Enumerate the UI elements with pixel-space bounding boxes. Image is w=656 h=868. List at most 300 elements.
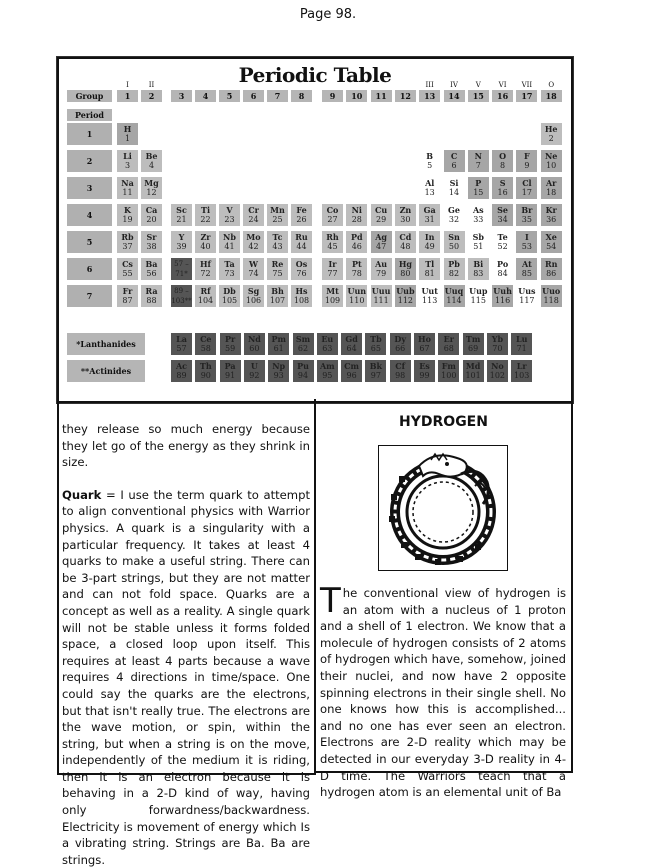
element-symbol: Pb <box>448 259 460 269</box>
element-cell-sg <box>243 285 264 307</box>
period-5: 5 <box>67 231 112 253</box>
atomic-number: 103 <box>514 371 530 380</box>
atomic-number: 28 <box>351 215 362 224</box>
atomic-number: 90 <box>200 371 211 380</box>
actinide-cell-fm <box>438 360 459 382</box>
element-cell-be <box>141 150 162 172</box>
roman-group-18: O <box>548 81 555 89</box>
actinide-cell-bk <box>365 360 386 382</box>
element-symbol: Re <box>271 259 284 269</box>
lanthanide-cell-eu <box>317 333 338 355</box>
atomic-number: 17 <box>521 188 532 197</box>
element-symbol: Fr <box>122 286 133 296</box>
element-cell-ca <box>141 204 162 226</box>
atomic-number: 54 <box>546 242 557 251</box>
group-number-14: 14 <box>444 90 465 102</box>
element-cell-in <box>419 231 440 253</box>
atomic-number: 26 <box>296 215 307 224</box>
element-symbol: Na <box>121 178 134 188</box>
atomic-number: 2 <box>548 134 554 143</box>
atomic-number: 20 <box>146 215 157 224</box>
atomic-number: 96 <box>346 371 357 380</box>
atomic-number: 52 <box>497 242 508 251</box>
atomic-number: 98 <box>395 371 406 380</box>
element-symbol: Co <box>326 205 339 215</box>
element-cell-mt <box>322 285 343 307</box>
atomic-number: 60 <box>249 344 260 353</box>
element-cell-89103 <box>171 285 192 307</box>
atomic-number: 32 <box>448 215 460 224</box>
group-number-17: 17 <box>516 90 537 102</box>
atomic-number: 57 <box>176 344 187 353</box>
left-text-column <box>57 399 316 867</box>
element-cell-ar <box>541 177 562 199</box>
element-cell-zn <box>395 204 416 226</box>
element-cell-as <box>468 204 489 226</box>
roman-group-15: V <box>475 81 481 89</box>
atomic-number: 91 <box>225 371 236 380</box>
page-number: Page 98. <box>299 7 357 22</box>
hydrogen-body: he conventional view of hydrogen is an atom with a nucleus of 1 proton and a shell of 1 electron. We know that a molecule of hydrogen consists of 2 atoms of hydrogen which have, somehow, joined their nuclei, and now have 2 opposite spinning electrons in their single shell. No one knows how this is accomplished... and no one has ever seen an electron. Electrons are 2-D reality which may be detected in our everyday 3-D reality in 4-D time. The Warriors teach that a hydrogen atom is an elemental unit of Ba <box>320 586 566 800</box>
lanthanides-label: *Lanthanides <box>67 333 145 355</box>
atomic-number: 88 <box>146 296 157 305</box>
element-cell-au <box>371 258 392 280</box>
element-symbol: Fm <box>441 361 456 371</box>
element-cell-ir <box>322 258 343 280</box>
element-symbol: Rb <box>121 232 134 242</box>
atomic-number: 115 <box>470 296 486 305</box>
atomic-number: 70 <box>492 344 503 353</box>
element-cell-f <box>516 150 537 172</box>
period-label: Period <box>67 109 112 121</box>
element-symbol: Db <box>223 286 236 296</box>
atomic-number: 58 <box>200 344 211 353</box>
element-symbol: As <box>472 205 484 215</box>
atomic-number: 97 <box>370 371 381 380</box>
element-symbol: Uub <box>396 286 415 296</box>
element-symbol: F <box>524 151 530 161</box>
element-symbol: Ho <box>418 334 431 344</box>
element-symbol: Cf <box>395 361 406 371</box>
element-cell-co <box>322 204 343 226</box>
actinide-cell-no <box>487 360 508 382</box>
element-symbol: Dy <box>394 334 406 344</box>
element-symbol: Uuu <box>371 286 391 296</box>
group-number-8: 8 <box>291 90 312 102</box>
quark-term: Quark <box>62 487 102 502</box>
element-cell-sr <box>141 231 162 253</box>
element-cell-db <box>219 285 240 307</box>
atomic-number: 89 <box>176 371 187 380</box>
atomic-number: 92 <box>249 371 260 380</box>
element-cell-uuo <box>541 285 562 307</box>
element-cell-5771 <box>171 258 192 280</box>
element-cell-uuu <box>371 285 392 307</box>
lanthanide-cell-yb <box>487 333 508 355</box>
element-cell-fr <box>117 285 138 307</box>
element-cell-k <box>117 204 138 226</box>
element-cell-s <box>492 177 513 199</box>
group-number-1: 1 <box>117 90 138 102</box>
atomic-number: 106 <box>245 296 262 305</box>
element-symbol: Tc <box>272 232 283 242</box>
element-symbol: Uun <box>347 286 367 296</box>
element-symbol: Be <box>145 151 158 161</box>
element-cell-c <box>444 150 465 172</box>
element-cell-uuq <box>444 285 465 307</box>
atomic-number: 1 <box>124 134 131 143</box>
lanthanide-cell-dy <box>390 333 411 355</box>
element-symbol: Ca <box>145 205 158 215</box>
atomic-number: 66 <box>395 344 406 353</box>
element-symbol: Cu <box>375 205 388 215</box>
actinides-label: **Actinides <box>67 360 145 382</box>
element-symbol: 89 – 103** <box>171 287 192 305</box>
group-number-5: 5 <box>219 90 240 102</box>
element-cell-tl <box>419 258 440 280</box>
atomic-number: 4 <box>148 161 155 170</box>
atomic-number: 12 <box>146 188 157 197</box>
element-symbol: Sg <box>247 286 260 296</box>
atomic-number: 101 <box>465 371 481 380</box>
element-cell-sb <box>468 231 489 253</box>
element-cell-rn <box>541 258 562 280</box>
hydrogen-heading: HYDROGEN <box>399 414 488 430</box>
atomic-number: 86 <box>546 269 557 278</box>
element-symbol: Li <box>123 151 132 161</box>
element-cell-v <box>219 204 240 226</box>
element-symbol: Pr <box>224 334 236 344</box>
element-cell-uub <box>395 285 416 307</box>
element-symbol: Am <box>319 361 335 371</box>
group-number-11: 11 <box>371 90 392 102</box>
element-symbol: Uuo <box>542 286 561 296</box>
element-symbol: Sm <box>295 334 311 344</box>
atomic-number: 56 <box>146 269 157 278</box>
element-symbol: Au <box>375 259 388 269</box>
element-symbol: Xe <box>545 232 557 242</box>
element-symbol: O <box>499 151 507 161</box>
element-cell-sc <box>171 204 192 226</box>
atomic-number: 102 <box>489 371 506 380</box>
element-cell-p <box>468 177 489 199</box>
group-number-2: 2 <box>141 90 162 102</box>
element-cell-uuh <box>492 285 513 307</box>
actinide-cell-lr <box>511 360 532 382</box>
element-symbol: Ge <box>448 205 460 215</box>
roman-group-17: VII <box>521 81 533 89</box>
element-symbol: Rf <box>200 286 211 296</box>
atomic-number: 5 <box>427 161 433 170</box>
element-symbol: Ra <box>145 286 158 296</box>
atomic-number: 31 <box>424 215 435 224</box>
atomic-number: 21 <box>176 215 187 224</box>
element-symbol: Sb <box>472 232 484 242</box>
element-symbol: Os <box>295 259 308 269</box>
element-symbol: Mt <box>326 286 339 296</box>
element-cell-nb <box>219 231 240 253</box>
lanthanide-cell-er <box>438 333 459 355</box>
element-symbol: Ni <box>351 205 362 215</box>
atomic-number: 74 <box>248 269 259 278</box>
lanthanide-cell-pm <box>268 333 289 355</box>
atomic-number: 69 <box>468 344 479 353</box>
atomic-number: 83 <box>473 269 484 278</box>
element-symbol: Se <box>497 205 509 215</box>
element-cell-uun <box>346 285 367 307</box>
element-symbol: K <box>124 205 131 215</box>
roman-group-1: I <box>126 81 129 89</box>
element-symbol: Th <box>199 361 212 371</box>
actinide-cell-np <box>268 360 289 382</box>
element-symbol: At <box>522 259 532 269</box>
lanthanide-cell-la <box>171 333 192 355</box>
atomic-number: 41 <box>224 242 235 251</box>
atomic-number: 38 <box>146 242 157 251</box>
element-cell-hf <box>195 258 216 280</box>
element-symbol: Rn <box>544 259 558 269</box>
actinide-cell-es <box>414 360 435 382</box>
element-symbol: I <box>525 232 529 242</box>
actinide-cell-md <box>463 360 484 382</box>
atomic-number: 59 <box>225 344 236 353</box>
lanthanide-cell-tm <box>463 333 484 355</box>
element-symbol: Uup <box>469 286 488 296</box>
element-cell-cd <box>395 231 416 253</box>
atomic-number: 81 <box>424 269 435 278</box>
atomic-number: 3 <box>124 161 131 170</box>
period-6: 6 <box>67 258 112 280</box>
element-cell-os <box>291 258 312 280</box>
atomic-number: 9 <box>524 161 530 170</box>
atomic-number: 94 <box>297 371 309 380</box>
atomic-number: 87 <box>122 296 133 305</box>
ouroboros-serpent-image <box>378 445 508 571</box>
group-number-7: 7 <box>267 90 288 102</box>
atomic-number: 49 <box>424 242 435 251</box>
atomic-number: 19 <box>122 215 133 224</box>
element-symbol: Ga <box>423 205 436 215</box>
group-number-4: 4 <box>195 90 216 102</box>
intro-paragraph: they release so much energy because they let go of the energy as they shrink in size. <box>62 422 310 470</box>
lanthanide-cell-ce <box>195 333 216 355</box>
actinide-cell-th <box>195 360 216 382</box>
atomic-number: 77 <box>327 269 338 278</box>
atomic-number: 71 <box>516 344 527 353</box>
element-symbol: Cr <box>248 205 259 215</box>
element-symbol: Uuh <box>493 286 512 296</box>
element-symbol: Po <box>497 259 509 269</box>
element-symbol: Te <box>497 232 508 242</box>
atomic-number: 15 <box>473 188 484 197</box>
atomic-number: 24 <box>248 215 259 224</box>
group-number-15: 15 <box>468 90 489 102</box>
element-symbol: Bh <box>271 286 284 296</box>
atomic-number: 78 <box>351 269 362 278</box>
atomic-number: 43 <box>272 242 283 251</box>
atomic-number: 11 <box>122 188 133 197</box>
element-symbol: Sc <box>176 205 187 215</box>
atomic-number: 114 <box>446 296 462 305</box>
element-cell-si <box>444 177 465 199</box>
atomic-number: 45 <box>327 242 338 251</box>
atomic-number: 39 <box>176 242 187 251</box>
actinide-cell-pu <box>293 360 314 382</box>
atomic-number: 16 <box>497 188 508 197</box>
lanthanide-cell-sm <box>293 333 314 355</box>
atomic-number: 61 <box>273 344 284 353</box>
roman-group-14: IV <box>450 81 458 89</box>
atomic-number: 30 <box>400 215 411 224</box>
atomic-number: 79 <box>376 269 387 278</box>
element-symbol: Mo <box>246 232 261 242</box>
period-4: 4 <box>67 204 112 226</box>
element-symbol: Cl <box>522 178 532 188</box>
atomic-number: 82 <box>448 269 460 278</box>
element-symbol: N <box>474 151 482 161</box>
roman-group-16: VI <box>498 81 507 89</box>
element-symbol: Ag <box>375 232 387 242</box>
atomic-number: 23 <box>224 215 235 224</box>
atomic-number: 27 <box>327 215 338 224</box>
group-number-3: 3 <box>171 90 192 102</box>
element-cell-hs <box>291 285 312 307</box>
element-symbol: Pa <box>224 361 236 371</box>
atomic-number: 10 <box>546 161 557 170</box>
element-cell-w <box>243 258 264 280</box>
element-symbol: Lr <box>516 361 527 371</box>
period-1: 1 <box>67 123 112 145</box>
atomic-number: 44 <box>296 242 307 251</box>
atomic-number: 7 <box>475 161 481 170</box>
element-cell-li <box>117 150 138 172</box>
element-symbol: Hs <box>295 286 308 296</box>
element-symbol: Cs <box>122 259 133 269</box>
atomic-number: 35 <box>521 215 532 224</box>
right-text-column <box>314 399 573 800</box>
element-cell-ge <box>444 204 465 226</box>
element-symbol: W <box>249 259 258 269</box>
element-symbol: Tl <box>425 259 435 269</box>
atomic-number: 18 <box>546 188 557 197</box>
atomic-number: 46 <box>351 242 362 251</box>
element-symbol: Sr <box>146 232 157 242</box>
element-cell-pt <box>346 258 367 280</box>
element-cell-pd <box>346 231 367 253</box>
atomic-number: 116 <box>494 296 511 305</box>
atomic-number: 34 <box>497 215 508 224</box>
element-symbol: B <box>426 151 434 161</box>
element-symbol: V <box>226 205 233 215</box>
element-symbol: Y <box>178 232 185 242</box>
element-symbol: Tm <box>465 334 481 344</box>
element-cell-i <box>516 231 537 253</box>
atomic-number: 13 <box>424 188 435 197</box>
element-cell-hg <box>395 258 416 280</box>
atomic-number: 109 <box>324 296 341 305</box>
lanthanide-cell-nd <box>244 333 265 355</box>
drop-cap: T <box>320 581 341 621</box>
actinide-cell-u <box>244 360 265 382</box>
element-cell-ba <box>141 258 162 280</box>
element-cell-uut <box>419 285 440 307</box>
element-cell-uup <box>468 285 489 307</box>
element-cell-rf <box>195 285 216 307</box>
quark-definition: = I use the term quark to attempt to align conventional physics with Warrior physics. A quark is a singularity with a particular frequency. It takes at least 4 quarks to make a useful string. There can be 3-part strings, but they are not matter and can not fold space. Quarks are a concept as well as a reality. A single quark will not be stable unless it forms folded space, a closed loop upon itself. This requires at least 4 parts because a wave requires 4 directions in time/space. One could say the quarks are the electrons, but that isn't really true. The electrons are the wave motion, or spin, within the string, but when a string is on the move, independently of the medium it is riding, then it is an electron because it is behaving in a 2-D kind of way, having only forwardness/backwardness. Electricity is movement of energy which Is a vibrating string. Strings are Ba. Ba are strings. <box>62 487 310 867</box>
lanthanide-cell-lu <box>511 333 532 355</box>
atomic-number: 68 <box>443 344 454 353</box>
actinide-cell-am <box>317 360 338 382</box>
element-symbol: Cd <box>399 232 412 242</box>
actinide-cell-pa <box>220 360 241 382</box>
element-cell-mn <box>267 204 288 226</box>
atomic-number: 73 <box>224 269 235 278</box>
element-cell-bh <box>267 285 288 307</box>
element-symbol: Bk <box>369 361 383 371</box>
atomic-number: 113 <box>422 296 438 305</box>
atomic-number: 47 <box>376 242 387 251</box>
element-symbol: No <box>491 361 504 371</box>
periodic-table-frame <box>57 57 573 403</box>
element-cell-pb <box>444 258 465 280</box>
atomic-number: 67 <box>419 344 430 353</box>
element-cell-cl <box>516 177 537 199</box>
element-symbol: Er <box>443 334 454 344</box>
element-symbol: Kr <box>545 205 557 215</box>
element-cell-n <box>468 150 489 172</box>
atomic-number: 40 <box>200 242 211 251</box>
atomic-number: 42 <box>248 242 259 251</box>
atomic-number: 105 <box>221 296 238 305</box>
actinide-cell-cm <box>341 360 362 382</box>
element-cell-y <box>171 231 192 253</box>
atomic-number: 55 <box>122 269 133 278</box>
atomic-number: 37 <box>122 242 133 251</box>
atomic-number: 80 <box>400 269 411 278</box>
atomic-number: 99 <box>419 371 430 380</box>
group-number-6: 6 <box>243 90 264 102</box>
element-cell-zr <box>195 231 216 253</box>
element-symbol: Mg <box>144 178 159 188</box>
atomic-number: 104 <box>197 296 214 305</box>
element-cell-se <box>492 204 513 226</box>
atomic-number: 6 <box>451 161 457 170</box>
actinide-cell-ac <box>171 360 192 382</box>
element-symbol: Pt <box>351 259 362 269</box>
element-cell-na <box>117 177 138 199</box>
element-symbol: Rh <box>326 232 339 242</box>
element-cell-h <box>117 123 138 145</box>
period-2: 2 <box>67 150 112 172</box>
atomic-number: 8 <box>500 161 506 170</box>
element-symbol: Bi <box>473 259 484 269</box>
element-symbol: Ta <box>224 259 235 269</box>
period-3: 3 <box>67 177 112 199</box>
atomic-number: 63 <box>322 344 333 353</box>
element-symbol: In <box>424 232 435 242</box>
lanthanide-cell-gd <box>341 333 362 355</box>
element-cell-cs <box>117 258 138 280</box>
atomic-number: 84 <box>497 269 508 278</box>
atomic-number: 107 <box>269 296 286 305</box>
element-cell-at <box>516 258 537 280</box>
element-cell-sn <box>444 231 465 253</box>
element-symbol: Nd <box>247 334 261 344</box>
atomic-number: 53 <box>521 242 532 251</box>
element-symbol: Nb <box>223 232 236 242</box>
element-cell-mg <box>141 177 162 199</box>
atomic-number: 51 <box>473 242 484 251</box>
